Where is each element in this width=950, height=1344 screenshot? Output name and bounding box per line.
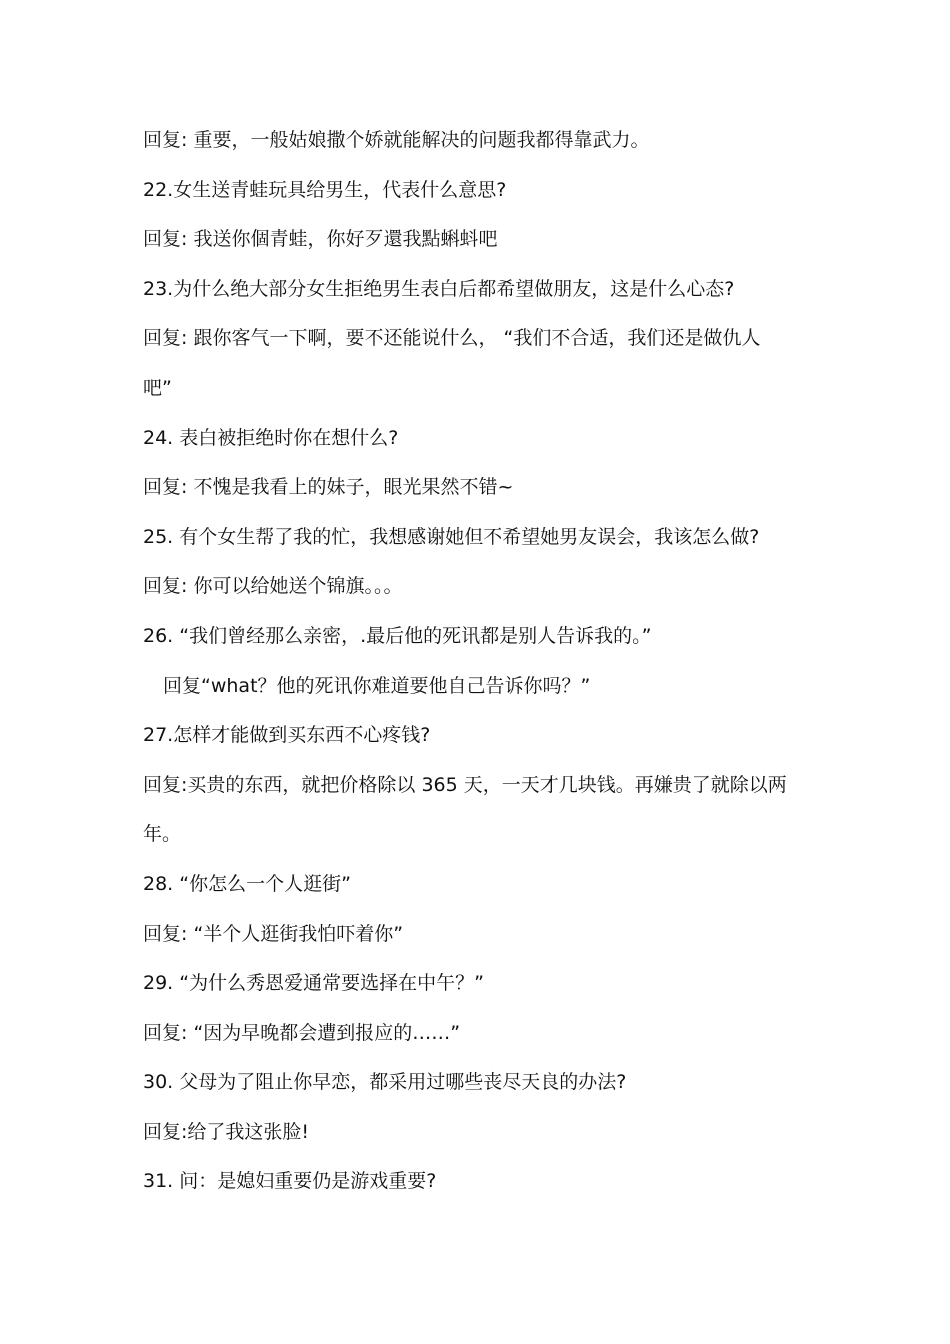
text-line: 吧” xyxy=(143,376,172,399)
text-line: 回复“what？他的死讯你难道要他自己告诉你吗？” xyxy=(163,674,591,697)
text-line: 回复:买贵的东西，就把价格除以 365 天，一天才几块钱。再嫌贵了就除以两 xyxy=(143,773,787,796)
text-line: 31. 问：是媳妇重要仍是游戏重要? xyxy=(143,1170,437,1193)
text-line: 回复:给了我这张脸! xyxy=(143,1120,310,1143)
text-line: 25. 有个女生帮了我的忙，我想感谢她但不希望她男友误会，我该怎么做? xyxy=(143,525,760,548)
text-line: 回复: “因为早晚都会遭到报应的……” xyxy=(143,1021,461,1044)
text-line: 22.女生送青蛙玩具给男生，代表什么意思? xyxy=(143,178,507,201)
text-line: 23.为什么绝大部分女生拒绝男生表白后都希望做朋友，这是什么心态? xyxy=(143,277,735,300)
text-line: 回复: 跟你客气一下啊，要不还能说什么， “我们不合适，我们还是做仇人 xyxy=(143,327,761,350)
text-line: 年。 xyxy=(143,823,182,846)
text-line: 30. 父母为了阻止你早恋，都采用过哪些丧尽天良的办法? xyxy=(143,1071,627,1094)
document-body xyxy=(143,116,823,1207)
text-line: 29. “为什么秀恩爱通常要选择在中午？” xyxy=(143,972,484,995)
text-line: 26. “我们曾经那么亲密，.最后他的死讯都是别人告诉我的。” xyxy=(143,624,652,647)
text-line: 24. 表白被拒绝时你在想什么? xyxy=(143,426,399,449)
text-line: 27.怎样才能做到买东西不心疼钱? xyxy=(143,724,431,747)
text-line: 回复: 我送你個青蛙，你好歹還我點蝌蚪吧 xyxy=(143,228,498,251)
text-line: 回复: 重要，一般姑娘撒个娇就能解决的问题我都得靠武力。 xyxy=(143,129,650,151)
text-line: 回复: 不愧是我看上的妹子，眼光果然不错~ xyxy=(143,476,514,499)
text-line: 28. “你怎么一个人逛街” xyxy=(143,872,351,895)
text-line: 回复: 你可以给她送个锦旗。。。 xyxy=(143,575,403,598)
text-line: 回复: “半个人逛街我怕吓着你” xyxy=(143,922,404,945)
